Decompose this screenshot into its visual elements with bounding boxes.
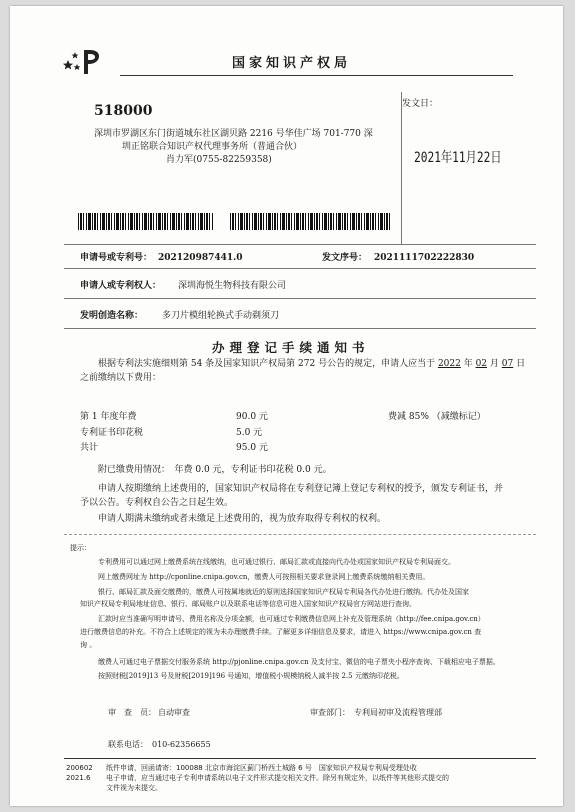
invention-title-label: 发明创造名称： [80,311,144,321]
department-label: 审查部门： [310,708,350,717]
tip-line: 网上缴费网址为 http://cponline.cnipa.gov.cn，缴费人可按照相关要求登录网上缴费系统缴纳相关费用。 [98,573,430,581]
due-date-sentence [98,358,525,370]
tip-line: 缴费人可通过电子票据交付服务系统 http://pjonline.cnipa.gov.cn 及支付宝、微信的电子票夹小程序查询、下载相应电子票据。 [98,658,500,666]
phone-label: 联系电话： [108,740,148,749]
application-number: 202120987441.0 [158,253,243,263]
dispatch-date-label: 发文日： [402,99,439,109]
address-line: 圳正铭联合知识产权代理事务所（普通合伙） [122,142,303,152]
address-line: 深圳市罗湖区东门街道城东社区湖贝路 2216 号华佳广场 701-770 深 [94,129,373,139]
grant-paragraph: 予以公告。专利权自公告之日起生效。 [80,498,234,508]
unit-text: 月 [487,359,502,369]
postcode: 518000 [94,103,153,119]
address-box-divider [401,92,402,244]
form-code: 200602 [66,764,93,772]
due-year: 2022 [437,359,461,369]
field-rule [64,298,536,299]
tips-heading: 提示： [70,544,91,552]
tips-divider [64,534,536,535]
tip-line: 进行缴费信息的补充。不符合上述规定的视为未办理缴费手续。了解更多详细信息及要求，请进入 https://www.cnipa.gov.cn 查 [80,628,482,636]
serial-number: 2021111702222830 [374,253,475,263]
grant-paragraph: 申请人按期缴纳上述费用的，国家知识产权局将在专利登记簿上登记专利权的授予，颁发专利证书，并 [98,484,504,494]
tip-line: 按照财税[2019]13 号及财税[2019]196 号通知，增值税小规模纳税人减半按 2.5 元缴纳印花税。 [98,672,404,680]
dispatch-date: 2021年11月22日 [414,150,502,166]
department: 专利局初审及流程管理部 [354,708,442,717]
intro-text: 根据专利法实施细则第 54 条及国家知识产权局第 272 号公告的规定，申请人应当于 [98,359,438,369]
notice-document [10,6,563,806]
recipient-name: 肖力军(0755-82259358) [166,155,272,165]
tip-line: 汇款时应当准确写明申请号、费用名称及分项金额，也可通过专利缴费信息网上补充及管理系统（http://fee.cnipa.gov.cn） [98,615,485,623]
tip-line: 知识产权局专利局地址信息、银行、邮局账户以及联系电话等信息可进入国家知识产权局官方网站进行查询。 [80,600,416,608]
phone-number: 010-62356655 [152,740,211,749]
fee-note: 费减 85% （减缴标记） [388,412,486,422]
fee-name: 共计 [80,443,99,453]
tip-line: 银行、邮局汇款及面交缴费的，缴费人可按属地就近的原则选择国家知识产权局专利局各代办处进行缴纳。代办处及国家 [98,588,469,596]
applicant-label: 申请人或专利权人： [80,281,162,291]
fee-amount: 5.0 元 [236,428,263,438]
field-rule [64,268,536,269]
fee-amount: 90.0 元 [236,412,268,422]
unit-text: 日 [513,359,526,369]
electronic-instruction: 文件视为未提交。 [106,784,162,792]
form-version: 2021.6 [66,774,91,782]
mailing-instruction: 纸件申请，回函请寄：100088 北京市海淀区蓟门桥西土城路 6 号 国家知识产权局专利局受理处收 [106,764,417,772]
due-month: 02 [475,359,488,369]
examiner-label: 审 查 员： [108,708,156,717]
fee-amount: 95.0 元 [236,443,268,453]
footer-rule [64,758,536,759]
forfeit-paragraph: 申请人期满未缴纳或者未缴足上述费用的，视为放弃取得专利权的权利。 [98,514,387,524]
applicant-name: 深圳海悦生物科技有限公司 [178,281,287,291]
electronic-instruction: 电子申请，应当通过电子专利申请系统以电子文件形式提交相关文件。除另有规定外，以纸件等其他形式提交的 [106,774,449,782]
office-name: 国家知识产权局 [232,56,352,71]
fee-name: 第 1 年度年费 [80,412,137,422]
header-rule [120,75,513,76]
unit-text: 年 [460,359,476,369]
fee-name: 专利证书印花税 [80,428,144,438]
barcode-icon [78,213,213,230]
examiner: 自动审查 [158,708,190,717]
cnipa-logo-icon [62,46,104,76]
serial-number-label: 发文序号： [322,253,368,263]
notice-title: 办理登记手续通知书 [212,340,370,355]
address-box-bottom [64,244,536,245]
field-rule [64,328,536,329]
invention-title: 多刀片模组轮换式手动剃须刀 [162,311,280,321]
paid-fees-paragraph: 附已缴费用情况： 年费 0.0 元，专利证书印花税 0.0 元。 [98,465,332,475]
due-day: 07 [501,359,514,369]
application-number-label: 申请号或专利号： [80,253,153,263]
intro-text: 之前缴纳以下费用： [80,373,162,383]
barcode-icon [230,213,390,230]
tip-line: 询 。 [80,641,97,649]
tip-line: 专利费用可以通过网上缴费系统在线缴纳，也可通过银行、邮局汇款或直接向代办处或国家知识产权局专利局面交。 [98,558,455,566]
